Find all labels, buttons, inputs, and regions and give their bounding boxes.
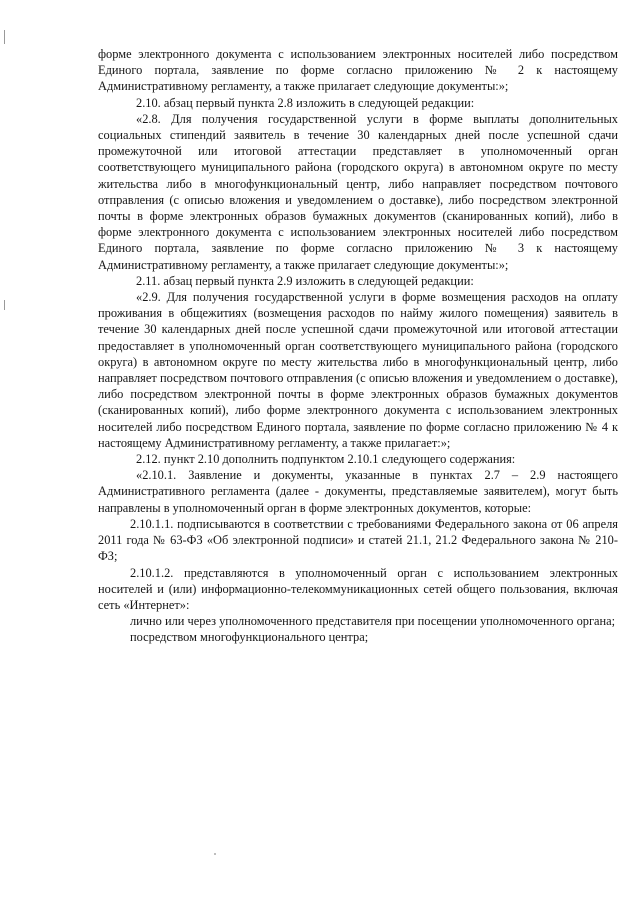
- paragraph-2-10-1: «2.10.1. Заявление и документы, указанные в пунктах 2.7 – 2.9 настоящего Административного регламента (далее - документы, представляемые заявителем), могут быть направлены в уполномоченный орган в форме электронных документов, которые:: [98, 468, 618, 515]
- scan-speck: [214, 853, 216, 855]
- document-page: [98, 46, 618, 646]
- paragraph-2-10-1-2: 2.10.1.2. представляются в уполномоченный орган с использованием электронных носителей и (или) информационно-телекоммуникационных сетей общего пользования, включая сеть «Интернет»:: [98, 565, 618, 612]
- paragraph-mfc: посредством многофункционального центра;: [130, 630, 369, 645]
- paragraph-2-8-quote: «2.8. Для получения государственной услуги в форме выплаты дополнительных социальных стипендий заявитель в течение 30 календарных дней после успешной сдачи промежуточной или итоговой аттестации представляет в уполномоченный орган соответствующего муниципального района (городского округа) в автономном округе по месту жительства либо в многофункциональный центр, либо направляет посредством почтового отправления (с описью вложения и уведомлением о доставке), либо посредством электронной почты в форме электронных образов бумажных документов (сканированных копий), либо в форме электронного документа с использованием электронных носителей либо посредством Единого портала, заявление по форме согласно приложению № 3 к настоящему Административному регламенту, а также прилагает следующие документы:»;: [98, 111, 618, 272]
- paragraph-2-9-quote: «2.9. Для получения государственной услуги в форме возмещения расходов на оплату проживания в общежитиях (возмещения расходов по найму жилого помещения) заявитель в течение 30 календарных дней после успешной сдачи промежуточной или итоговой аттестации предоставляет в уполномоченный орган соответствующего муниципального района (городского округа) в автономном округе по месту жительства либо в многофункциональный центр, либо направляет посредством почтового отправления (с описью вложения и уведомлением о доставке), либо посредством электронной почты в форме электронных образов бумажных документов (сканированных копий), либо форме электронного документа с использованием электронных носителей либо посредством Единого портала, заявление по форме согласно приложению № 4 к настоящему Административному регламенту, а также прилагает:»;: [98, 290, 618, 450]
- paragraph-2-11: 2.11. абзац первый пункта 2.9 изложить в следующей редакции:: [136, 273, 474, 288]
- paragraph-continuation: форме электронного документа с использованием электронных носителей либо посредством Единого портала, заявление по форме согласно приложению № 2 к настоящему Административному регламенту, а также прилагает следующие документы:»;: [98, 47, 618, 94]
- paragraph-in-person: лично или через уполномоченного представителя при посещении уполномоченного органа;: [130, 614, 616, 629]
- paragraph-2-10: 2.10. абзац первый пункта 2.8 изложить в следующей редакции:: [136, 95, 475, 110]
- paragraph-2-10-1-1: 2.10.1.1. подписываются в соответствии с требованиями Федерального закона от 06 апреля 2011 года № 63-ФЗ «Об электронной подписи» и статей 21.1, 21.2 Федерального закона № 210-ФЗ;: [98, 516, 618, 564]
- scan-edge-mark: [4, 30, 5, 44]
- scan-edge-mark: [4, 300, 5, 310]
- paragraph-2-12: 2.12. пункт 2.10 дополнить подпунктом 2.10.1 следующего содержания:: [136, 452, 516, 467]
